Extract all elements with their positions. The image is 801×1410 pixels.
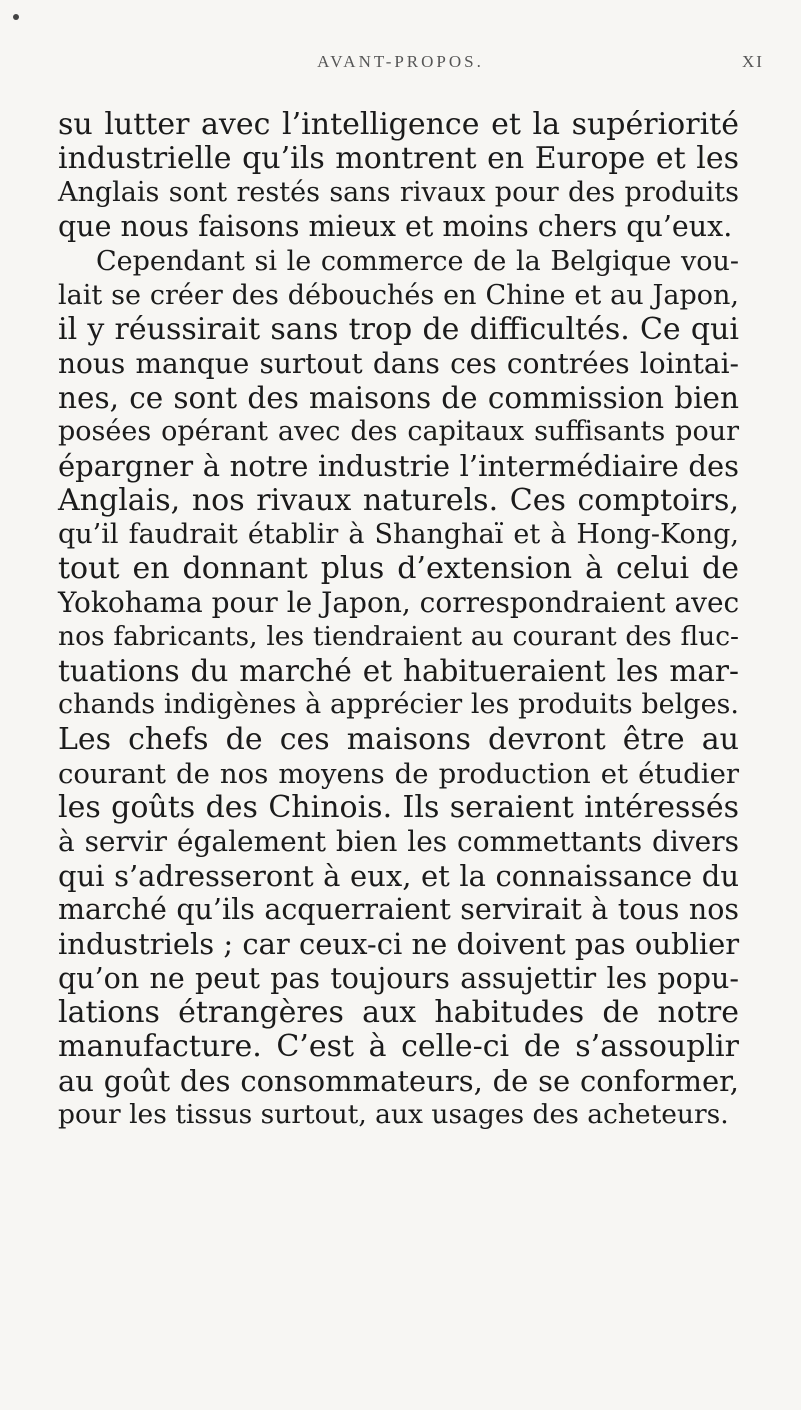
text-line: lait se créer des débouchés en Chine et au Japon, [58, 279, 739, 311]
text-line: au goût des consommateurs, de se conformer, [58, 1063, 739, 1098]
text-line: chands indigènes à apprécier les produits belges. [58, 689, 739, 721]
text-line: nos fabricants, les tiendraient au courant des fluc- [58, 621, 739, 653]
text-line: Cependant si le commerce de la Belgique vou- [96, 245, 739, 277]
text-line: tout en donnant plus d’extension à celui de [58, 550, 739, 586]
text-line: épargner à notre industrie l’intermédiaire des [58, 449, 739, 484]
body-text [58, 108, 739, 1132]
text-line: lations étrangères aux habitudes de notre [58, 994, 739, 1030]
text-line: su lutter avec l’intelligence et la supériorité [58, 107, 739, 142]
text-line: industriels ; car ceux-ci ne doivent pas oublier [58, 927, 740, 962]
text-line: marché qu’ils acquerraient servirait à tous nos [58, 893, 739, 927]
text-line: nous manque surtout dans ces contrées lointai- [58, 346, 739, 380]
text-line: que nous faisons mieux et moins chers qu’eux. [58, 210, 733, 244]
text-line: posées opérant avec des capitaux suffisants pour [58, 416, 739, 448]
text-line: manufacture. C’est à celle-ci de s’assouplir [58, 1028, 739, 1064]
text-line: qui s’adresseront à eux, et la connaissance du [58, 859, 739, 894]
text-line: à servir également bien les commettants divers [58, 824, 739, 858]
text-line: Yokohama pour le Japon, correspondraient avec [58, 585, 740, 619]
text-line: qu’on ne peut pas toujours assujettir les popu- [58, 961, 739, 995]
text-line: qu’il faudrait établir à Shanghaï et à Hong-Kong, [58, 518, 739, 550]
text-line: Anglais, nos rivaux naturels. Ces comptoirs, [58, 482, 739, 518]
text-line: Anglais sont restés sans rivaux pour des produits [58, 177, 739, 209]
text-line: nes, ce sont des maisons de commission bien [58, 381, 739, 416]
page-number: XI [742, 52, 764, 71]
text-line: industrielle qu’ils montrent en Europe et les [58, 141, 739, 177]
running-title: AVANT-PROPOS. [317, 52, 484, 71]
ink-speck [13, 14, 19, 20]
text-line: il y réussirait sans trop de difficultés. Ce qui [58, 311, 739, 347]
text-line: pour les tissus surtout, aux usages des acheteurs. [58, 1099, 729, 1131]
text-line: courant de nos moyens de production et étudier [58, 757, 739, 790]
text-line: tuations du marché et habitueraient les mar- [58, 654, 739, 689]
text-line: les goûts des Chinois. Ils seraient intéressés [58, 789, 739, 825]
text-line: Les chefs de ces maisons devront être au [58, 721, 739, 757]
